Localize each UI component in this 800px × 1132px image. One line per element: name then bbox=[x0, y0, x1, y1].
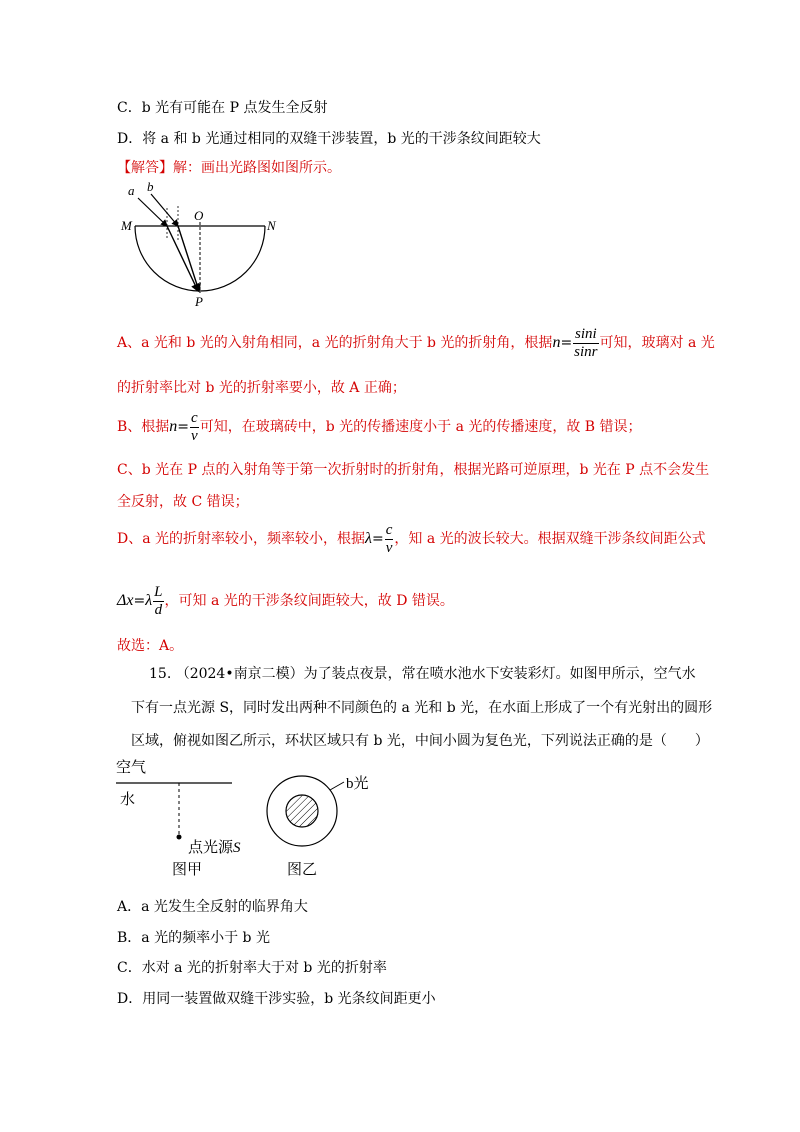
answer-choice: 故选：A。 bbox=[117, 638, 184, 654]
explanation-c-line1: C、b 光在 P 点的入射角等于第一次折射时的折射角，根据光路可逆原理，b 光在 P 点不会发生 bbox=[117, 462, 710, 478]
option-d: D．用同一装置做双缝干涉实验，b 光条纹间距更小 bbox=[117, 991, 436, 1007]
inner-circle-composite-light bbox=[286, 795, 318, 827]
answer-bracket: 【解答】 bbox=[117, 160, 173, 176]
explanation-d: D、a 光的折射率较小，频率较小，根据λ= $\frac{c}{v}$ ，知 a 光的波长较大。根据双缝干涉条纹间距公式 bbox=[117, 521, 706, 556]
question-line2: 下有一点光源 S，同时发出两种不同颜色的 a 光和 b 光，在水面上形成了一个有光射出的圆形 bbox=[131, 700, 713, 716]
formula-n: n bbox=[552, 334, 561, 351]
explanation-c-line2: 全反射，故 C 错误； bbox=[117, 494, 249, 510]
answer-heading bbox=[117, 159, 341, 177]
ray-b-refracted bbox=[178, 226, 199, 291]
air-label: 空气 bbox=[116, 760, 147, 776]
fraction-l-d: $\frac{L}{d}$ bbox=[154, 583, 163, 618]
label-p: P bbox=[195, 294, 203, 309]
b-light-pointer bbox=[330, 782, 344, 790]
fraction-c-v-2: $\frac{c}{v}$ bbox=[385, 521, 393, 556]
light-path-figure bbox=[120, 180, 280, 310]
ray-a-refracted bbox=[167, 226, 198, 291]
label-m: M bbox=[121, 218, 132, 233]
ray-a-incident bbox=[138, 198, 167, 226]
option-d-prev: D．将 a 和 b 光通过相同的双缝干涉装置，b 光的干涉条纹间距较大 bbox=[117, 131, 541, 147]
option-c: C．水对 a 光的折射率大于对 b 光的折射率 bbox=[117, 960, 387, 976]
explanation-a: A、a 光和 b 光的入射角相同，a 光的折射角大于 b 光的折射角，根据n= $\frac{\sin i}{\sin r}$ 可知，玻璃对 a 光 bbox=[117, 325, 715, 360]
fig-yi-caption: 图乙 bbox=[287, 862, 318, 878]
label-b: b bbox=[147, 180, 154, 194]
b-light-label: b光 bbox=[346, 776, 369, 792]
question-line1: 15. （2024•南京二模）为了装点夜景，常在喷水池水下安装彩灯。如图甲所示，空气水 bbox=[149, 666, 696, 682]
explanation-formula-line: Δx=λ $\frac{L}{d}$ ，可知 a 光的干涉条纹间距较大，故 D 错误。 bbox=[117, 583, 454, 618]
explanation-b: B、根据n= $\frac{c}{v}$ 可知，在玻璃砖中，b 光的传播速度小于 a 光的传播速度，故 B 错误； bbox=[117, 409, 642, 444]
water-light-figure bbox=[112, 752, 412, 882]
question-line3: 区域，俯视如图乙所示，环状区域只有 b 光，中间小圆为复色光，下列说法正确的是（ ） bbox=[131, 733, 709, 749]
option-c-prev: C．b 光有可能在 P 点发生全反射 bbox=[117, 100, 328, 116]
explanation-a-line2: 的折射率比对 b 光的折射率要小，故 A 正确； bbox=[117, 380, 406, 396]
fraction-sini-sinr: $\frac{\sin i}{\sin r}$ bbox=[574, 325, 598, 360]
water-label: 水 bbox=[120, 792, 136, 808]
label-n: N bbox=[267, 218, 276, 233]
label-o: O bbox=[194, 208, 204, 223]
label-a: a bbox=[128, 183, 135, 198]
fraction-c-v: $\frac{c}{v}$ bbox=[191, 409, 198, 444]
explanation-a-post: 可知，玻璃对 a 光 bbox=[599, 335, 715, 351]
point-source-dot bbox=[177, 835, 182, 840]
point-source-label: 点光源S bbox=[188, 840, 241, 856]
option-b: B．a 光的频率小于 b 光 bbox=[117, 930, 270, 946]
explanation-a-text: A、a 光和 b 光的入射角相同，a 光的折射角大于 b 光的折射角，根据 bbox=[117, 335, 553, 351]
option-a: A．a 光发生全反射的临界角大 bbox=[117, 899, 308, 915]
ray-b-incident bbox=[151, 194, 178, 226]
fig-jia-caption: 图甲 bbox=[172, 862, 203, 878]
answer-intro: 解：画出光路图如图所示。 bbox=[173, 160, 341, 176]
